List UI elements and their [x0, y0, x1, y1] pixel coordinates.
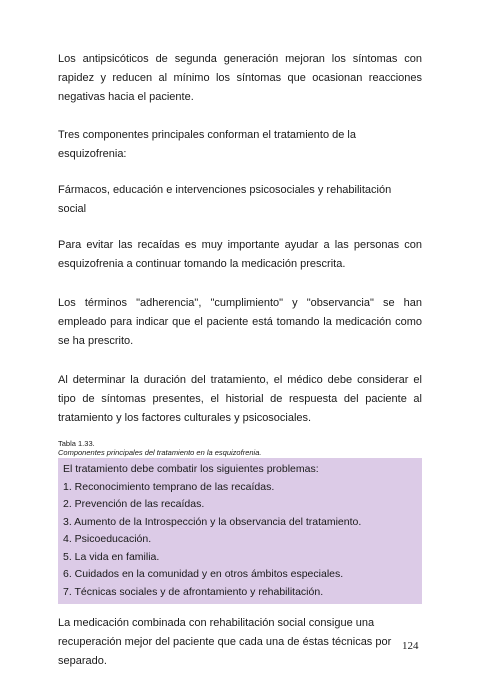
problems-list-item: 7. Técnicas sociales y de afrontamiento y rehabilitación. — [63, 585, 324, 598]
paragraph-combined-medication: La medicación combinada con rehabilitación social consigue una recuperación mejor del paciente que cada una de éstas técnicas por separado. — [58, 617, 392, 667]
problems-list-item: 4. Psicoeducación. — [63, 533, 152, 545]
problems-table-heading: El tratamiento debe combatir los siguientes problemas: — [63, 463, 319, 475]
problems-list-item: 5. La vida en familia. — [63, 550, 160, 563]
paragraph-components-list: Fármacos, educación e intervenciones psicosociales y rehabilitación social — [58, 184, 392, 215]
page-number: 124 — [402, 640, 419, 652]
problems-table — [58, 458, 422, 604]
paragraph-treatment-duration: Al determinar la duración del tratamiento, el médico debe considerar el tipo de síntomas presentes, el historial de respuesta del paciente al tratamiento y los factores culturales y psicosociales. — [58, 374, 422, 424]
table-caption-title: Tabla 1.33. — [58, 439, 95, 448]
paragraph-adherence-terms: Los términos "adherencia", "cumplimiento" y "observancia" se han empleado para indicar que el paciente está tomando la medicación como se ha prescrito. — [58, 297, 422, 347]
page-content — [58, 50, 422, 671]
problems-list-item: 1. Reconocimiento temprano de las recaídas. — [63, 480, 275, 493]
paragraph-relapse-prevention: Para evitar las recaídas es muy importante ayudar a las personas con esquizofrenia a continuar tomando la medicación prescrita. — [58, 239, 422, 270]
problems-list-item: 6. Cuidados en la comunidad y en otros ámbitos especiales. — [63, 568, 344, 580]
problems-list-item: 3. Aumento de la Introspección y la observancia del tratamiento. — [63, 515, 362, 528]
paragraph-components-intro: Tres componentes principales conforman el tratamiento de la esquizofrenia: — [58, 129, 356, 160]
table-caption-subtitle: Componentes principales del tratamiento en la esquizofrenia. — [58, 448, 262, 457]
problems-list-item: 2. Prevención de las recaídas. — [63, 498, 205, 510]
table-caption — [58, 439, 422, 457]
paragraph-antipsychotics: Los antipsicóticos de segunda generación mejoran los síntomas con rapidez y reducen al mínimo los síntomas que ocasionan reacciones negativas hacia el paciente. — [58, 53, 422, 103]
